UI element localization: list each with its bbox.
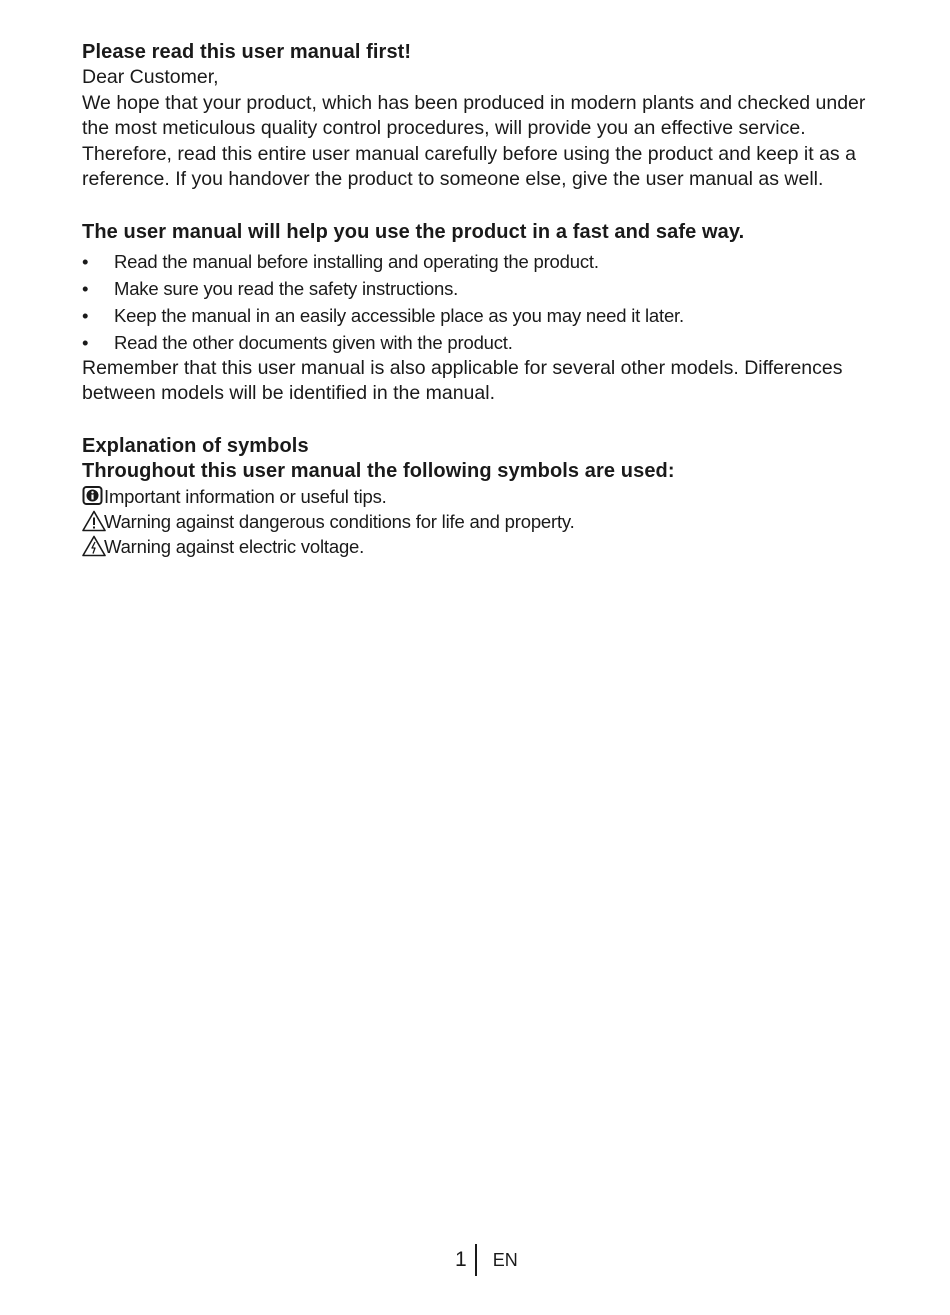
intro-paragraph-2: Therefore, read this entire user manual carefully before using the product and keep it as a reference. If you handover the product to someone else, give the user manual as well. (82, 142, 856, 190)
symbols-title: Explanation of symbols (82, 434, 309, 457)
symbol-text-warning: Warning against dangerous conditions for life and property. (104, 510, 575, 532)
language-code: EN (492, 1250, 518, 1270)
symbol-row-info (82, 484, 872, 509)
bullet-icon: • (82, 331, 89, 353)
intro-title: Please read this user manual first! (82, 41, 412, 63)
warning-icon (82, 510, 104, 532)
symbol-row-warning (82, 509, 872, 534)
footer-divider (475, 1244, 477, 1276)
bullet-text: Read the other documents given with the product. (114, 331, 513, 353)
intro-paragraph-1: We hope that your product, which has been produced in modern plants and checked under the most meticulous quality control procedures, will provide you an effective service. (82, 91, 866, 139)
list-item (82, 329, 872, 356)
bullet-icon: • (82, 277, 89, 299)
greeting: Dear Customer, (82, 66, 219, 88)
bullet-text: Keep the manual in an easily accessible place as you may need it later. (114, 304, 684, 326)
bullet-text: Read the manual before installing and operating the product. (114, 250, 599, 272)
page-number: 1 (455, 1248, 467, 1271)
bullet-icon: • (82, 250, 89, 272)
list-item (82, 248, 872, 275)
models-note: Remember that this user manual is also applicable for several other models. Differences between models will be identified in the manual. (82, 356, 843, 404)
symbol-text-electric: Warning against electric voltage. (104, 535, 365, 557)
page-footer (455, 1243, 518, 1277)
info-icon (82, 485, 104, 507)
manual-page (82, 40, 872, 559)
section-spacer (82, 407, 872, 434)
electric-warning-icon (82, 535, 104, 557)
list-item (82, 275, 872, 302)
symbols-subtitle: Throughout this user manual the following symbols are used: (82, 459, 675, 482)
help-title: The user manual will help you use the product in a fast and safe way. (82, 220, 745, 243)
symbol-row-electric (82, 534, 872, 559)
bullet-icon: • (82, 304, 89, 326)
section-spacer (82, 193, 872, 220)
bullet-text: Make sure you read the safety instructions. (114, 277, 459, 299)
help-bullet-list (82, 248, 872, 356)
list-item (82, 302, 872, 329)
symbol-text-info: Important information or useful tips. (104, 485, 387, 507)
